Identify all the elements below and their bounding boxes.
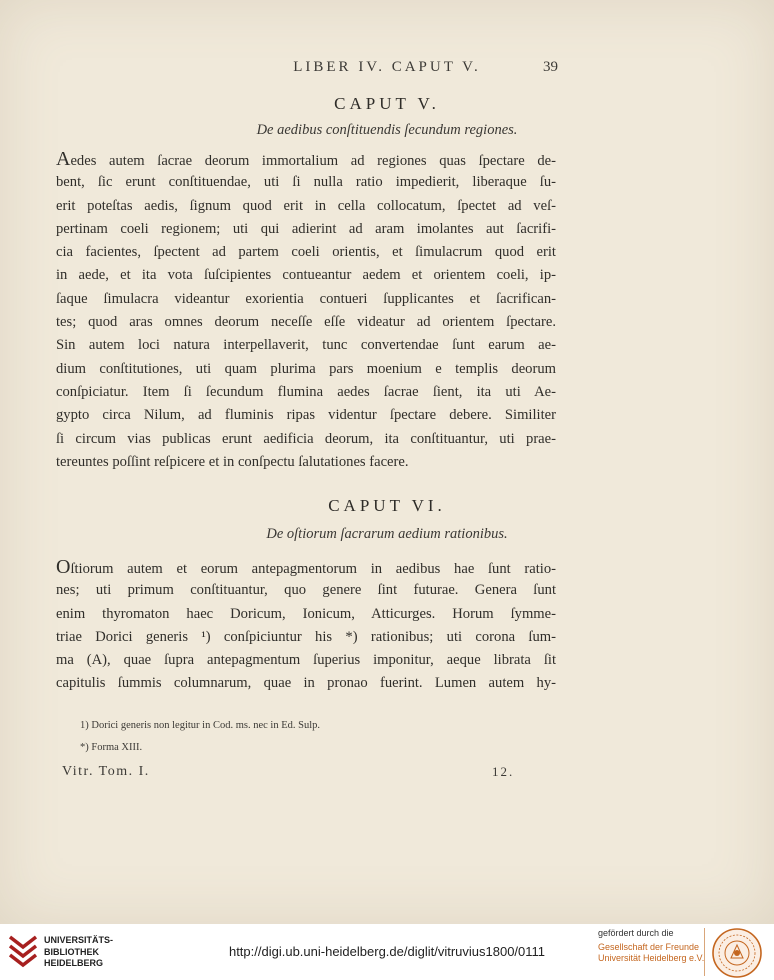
page-number: 39	[543, 59, 558, 75]
text-line: nes; uti primum conſtituantur, quo genere ſint futurae. Genera ſunt	[56, 582, 556, 599]
university-seal-icon	[711, 927, 763, 979]
chapter-vi-paragraph	[56, 556, 556, 696]
text-line: tes; quod aras omnes deorum neceſſe eſſe videatur ad orientem ſpectare.	[56, 314, 556, 331]
text-line: tereuntes poſſint reſpicere et in conſpectu ſalutationes facere.	[56, 453, 409, 470]
text-line: ma (A), quae ſupra antepagmentum ſuperius imponitur, aeque librata ſit	[56, 652, 556, 669]
text-line: ſaque ſimulacra videantur exorientia contueri ſupplicantes et ſacrifican-	[56, 290, 556, 307]
running-head-title: LIBER IV. CAPUT V.	[293, 59, 481, 75]
text-line: Aedes autem ſacrae deorum immortalium ad regiones quas ſpectare de-	[56, 148, 556, 170]
sponsor-label: gefördert durch die	[598, 928, 674, 938]
text-line: ſi circum vias publicas erunt aedificia deorum, ita conſtituantur, uti prae-	[56, 430, 556, 447]
text-line: in aede, et ita vota ſuſcipientes contueantur aedem et orientem coeli, ip-	[56, 267, 556, 284]
footer-bar	[0, 924, 774, 980]
running-head	[0, 57, 774, 79]
footnote: *) Forma XIII.	[80, 742, 143, 753]
text-line: gypto circa Nilum, ad fluminis ripas videntur ſpectare debere. Similiter	[56, 407, 556, 424]
sponsor-name: Gesellschaft der Freunde Universität Heidelberg e.V.	[598, 942, 705, 963]
chapter-vi-subtitle: De oſtiorum ſacrarum aedium rationibus.	[266, 526, 508, 542]
text-line: erit poteſtas aedis, ſignum quod erit in cella collocatum, ſpectet ad veſ-	[56, 197, 556, 214]
permalink[interactable]: http://digi.ub.uni-heidelberg.de/diglit/vitruvius1800/0111	[228, 944, 546, 959]
chapter-v-title: CAPUT V.	[334, 94, 440, 113]
signature-mark: Vitr. Tom. I.	[62, 764, 150, 779]
text-line: conſpiciatur. Item ſi ſecundum flumina aedes ſacrae ſient, ita uti Ae-	[56, 383, 556, 400]
chapter-vi-title: CAPUT VI.	[328, 496, 446, 515]
text-line: dium conſtitutiones, uti quam plurima pars moenium e templis deorum	[56, 360, 556, 377]
text-line: triae Dorici generis ¹) conſpiciuntur his *) rationibus; uti corona ſum-	[56, 628, 556, 645]
footer-divider	[704, 928, 705, 976]
text-line: enim thyromaton haec Doricum, Ionicum, Atticurges. Horum ſymme-	[56, 605, 556, 622]
footnotes	[80, 715, 520, 759]
text-line: pertinam coeli regionem; uti qui adierint ad aram imolantes aut ſacrifi-	[56, 220, 556, 237]
text-line: cia facientes, ſpectent ad partem coeli orientis, et ſimulacrum quod erit	[56, 244, 556, 261]
chapter-v-subtitle: De aedibus conſtituendis ſecundum regiones.	[256, 122, 518, 138]
text-line: Sin autem loci natura interpellaverit, tunc convertendae ſunt earum ae-	[56, 337, 556, 354]
initial-letter: O	[56, 556, 71, 578]
footnote: 1) Dorici generis non legitur in Cod. ms. nec in Ed. Sulp.	[80, 720, 321, 731]
text-line: Oſtiorum autem et eorum antepagmentorum in aedibus hae ſunt ratio-	[56, 556, 556, 578]
library-name: UNIVERSITÄTS- BIBLIOTHEK HEIDELBERG	[44, 935, 114, 968]
initial-letter: A	[56, 148, 71, 170]
chapter-v-paragraph	[56, 148, 556, 474]
text-line: bent, ſic erunt conſtituendae, uti ſi nulla ratio impedierit, liberaque ſu-	[56, 174, 556, 191]
text-line: capitulis ſummis columnarum, quae in pronao fuerint. Lumen autem hy-	[56, 675, 556, 692]
sheet-number: 12.	[492, 764, 515, 779]
